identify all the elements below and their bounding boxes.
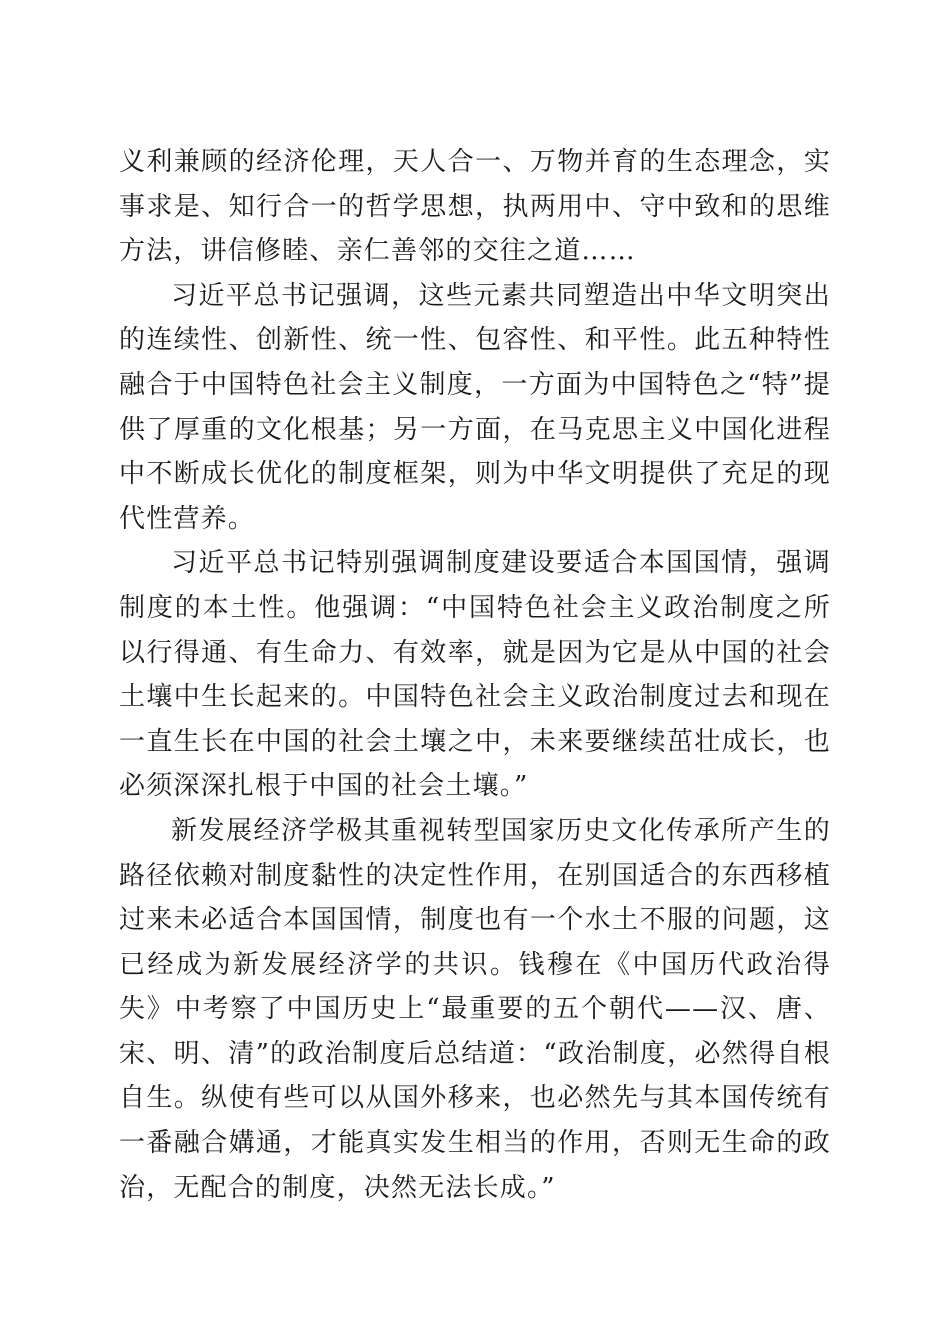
paragraph-development-economics: 新发展经济学极其重视转型国家历史文化传承所产生的路径依赖对制度黏性的决定性作用，在别国适合的东西移植过来未必适合本国国情，制度也有一个水土不服的问题，这已经成为新发展经济学的共识。钱穆在《中国历代政治得失》中考察了中国历史上“最重要的五个朝代——汉、唐、宋、明、清”的政治制度后总结道：“政治制度，必然得自根自生。纵使有些可以从国外移来，也必然先与其本国传统有一番融合媾通，才能真实发生相当的作用，否则无生命的政治，无配合的制度，决然无法长成。” [119, 815, 831, 1203]
paragraph-xi-institution: 习近平总书记特别强调制度建设要适合本国国情，强调制度的本土性。他强调：“中国特色社会主义政治制度之所以行得通、有生命力、有效率，就是因为它是从中国的社会土壤中生长起来的。中国特色社会主义政治制度过去和现在一直生长在中国的社会土壤之中，未来要继续茁壮成长，也必须深深扎根于中国的社会土壤。” [119, 548, 831, 802]
body-text [119, 140, 831, 1210]
paragraph-xi-civilization: 习近平总书记强调，这些元素共同塑造出中华文明突出的连续性、创新性、统一性、包容性、和平性。此五种特性融合于中国特色社会主义制度，一方面为中国特色之“特”提供了厚重的文化根基；另一方面，在马克思主义中国化进程中不断成长优化的制度框架，则为中华文明提供了充足的现代性营养。 [119, 280, 831, 534]
paragraph-continuation: 义利兼顾的经济伦理，天人合一、万物并育的生态理念，实事求是、知行合一的哲学思想，执两用中、守中致和的思维方法，讲信修睦、亲仁善邻的交往之道…… [119, 147, 831, 267]
